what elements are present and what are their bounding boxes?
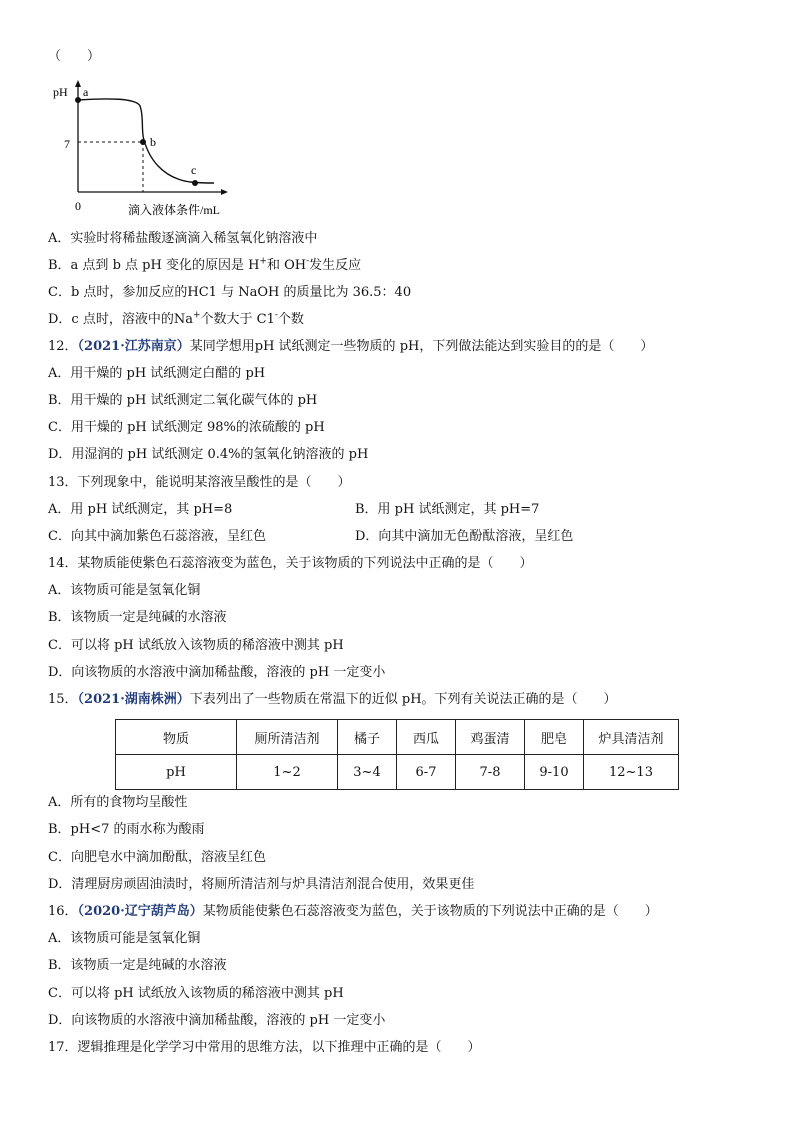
- table-cell: 7-8: [456, 755, 525, 790]
- x-axis-label: 滴入液体条件/mL: [128, 203, 220, 217]
- y-axis-arrow-icon: [75, 80, 81, 87]
- point-b-dot: [140, 139, 146, 145]
- q11-option-d: D．c 点时，溶液中的Na+个数大于 C1-个数: [48, 310, 304, 327]
- table-header-cell: 炉具清洁剂: [584, 720, 679, 755]
- tick-7-label: 7: [64, 137, 70, 151]
- q13-stem: 13．下列现象中，能说明某溶液呈酸性的是（ ）: [48, 475, 351, 490]
- table-header-cell: 橘子: [338, 720, 397, 755]
- q12-option-b: B．用干燥的 pH 试纸测定二氧化碳气体的 pH: [48, 393, 318, 408]
- q16-option-c: C．可以将 pH 试纸放入该物质的稀溶液中测其 pH: [48, 986, 344, 1001]
- q16-source: （2020·辽宁葫芦岛）: [77, 904, 203, 919]
- y-axis-label: pH: [53, 85, 68, 99]
- q11-option-a: A．实验时将稀盐酸逐滴滴入稀氢氧化钠溶液中: [48, 231, 318, 246]
- q15-option-b: B．pH<7 的雨水称为酸雨: [48, 822, 205, 837]
- q11-option-b: B．a 点到 b 点 pH 变化的原因是 H+和 OH-发生反应: [48, 256, 362, 273]
- point-a-label: a: [83, 85, 89, 99]
- q11-option-c: C．b 点时，参加反应的HC1 与 NaOH 的质量比为 36.5：40: [48, 285, 412, 300]
- q16-option-b: B．该物质一定是纯碱的水溶液: [48, 958, 227, 973]
- q15-option-c: C．向肥皂水中滴加酚酞，溶液呈红色: [48, 850, 266, 865]
- point-c-label: c: [191, 163, 197, 177]
- q16-option-d: D．向该物质的水溶液中滴加稀盐酸，溶液的 pH 一定变小: [48, 1013, 386, 1028]
- question-bracket: （ ）: [48, 49, 101, 64]
- table-cell: 12~13: [584, 755, 679, 790]
- q12-option-d: D．用湿润的 pH 试纸测定 0.4%的氢氧化钠溶液的 pH: [48, 447, 369, 462]
- table-cell: 3~4: [338, 755, 397, 790]
- ph-titration-graph: [48, 76, 248, 218]
- q15-source: （2021·湖南株洲）: [77, 692, 190, 707]
- q14-option-d: D．向该物质的水溶液中滴加稀盐酸，溶液的 pH 一定变小: [48, 665, 386, 680]
- table-cell: 1~2: [237, 755, 338, 790]
- q14-option-a: A．该物质可能是氢氧化铜: [48, 583, 201, 598]
- ph-table: [115, 719, 679, 790]
- table-cell: 6-7: [397, 755, 456, 790]
- q12-stem: 12．（2021·江苏南京）某同学想用pH 试纸测定一些物质的 pH，下列做法能达到实验目的的是（ ）: [48, 339, 654, 354]
- q13-option-d: D．向其中滴加无色酚酞溶液，呈红色: [355, 529, 574, 544]
- q13-option-c: C．向其中滴加紫色石蕊溶液，呈红色: [48, 529, 266, 544]
- table-row: [116, 755, 679, 790]
- q17-stem: 17．逻辑推理是化学学习中常用的思维方法，以下推理中正确的是（ ）: [48, 1040, 481, 1055]
- origin-label: 0: [75, 199, 81, 213]
- q14-option-c: C．可以将 pH 试纸放入该物质的稀溶液中测其 pH: [48, 638, 344, 653]
- table-header-cell: 肥皂: [525, 720, 584, 755]
- q12-option-a: A．用干燥的 pH 试纸测定白醋的 pH: [48, 366, 266, 381]
- table-header-cell: 物质: [116, 720, 237, 755]
- table-header-row: [116, 720, 679, 755]
- point-b-label: b: [150, 135, 156, 149]
- point-a-dot: [75, 97, 81, 103]
- q15-option-d: D．清理厨房顽固油渍时，将厕所清洁剂与炉具清洁剂混合使用，效果更佳: [48, 877, 475, 892]
- q12-option-c: C．用干燥的 pH 试纸测定 98%的浓硫酸的 pH: [48, 420, 325, 435]
- point-c-dot: [192, 180, 198, 186]
- q16-option-a: A．该物质可能是氢氧化铜: [48, 931, 201, 946]
- table-cell: 9-10: [525, 755, 584, 790]
- table-header-cell: 鸡蛋清: [456, 720, 525, 755]
- table-header-cell: 西瓜: [397, 720, 456, 755]
- q12-source: （2021·江苏南京）: [77, 339, 190, 354]
- table-cell: pH: [116, 755, 237, 790]
- q15-option-a: A．所有的食物均呈酸性: [48, 795, 188, 810]
- table-header-cell: 厕所清洁剂: [237, 720, 338, 755]
- q16-stem: 16．（2020·辽宁葫芦岛）某物质能使紫色石蕊溶液变为蓝色，关于该物质的下列说法中正确的是（ ）: [48, 904, 658, 919]
- q15-stem: 15．（2021·湖南株洲）下表列出了一些物质在常温下的近似 pH。下列有关说法正确的是（ ）: [48, 692, 617, 707]
- q14-stem: 14．某物质能使紫色石蕊溶液变为蓝色，关于该物质的下列说法中正确的是（ ）: [48, 556, 533, 571]
- q13-option-b: B．用 pH 试纸测定，其 pH=7: [355, 502, 540, 517]
- x-axis-arrow-icon: [221, 189, 228, 195]
- q14-option-b: B．该物质一定是纯碱的水溶液: [48, 610, 227, 625]
- q13-option-a: A．用 pH 试纸测定，其 pH=8: [48, 502, 233, 517]
